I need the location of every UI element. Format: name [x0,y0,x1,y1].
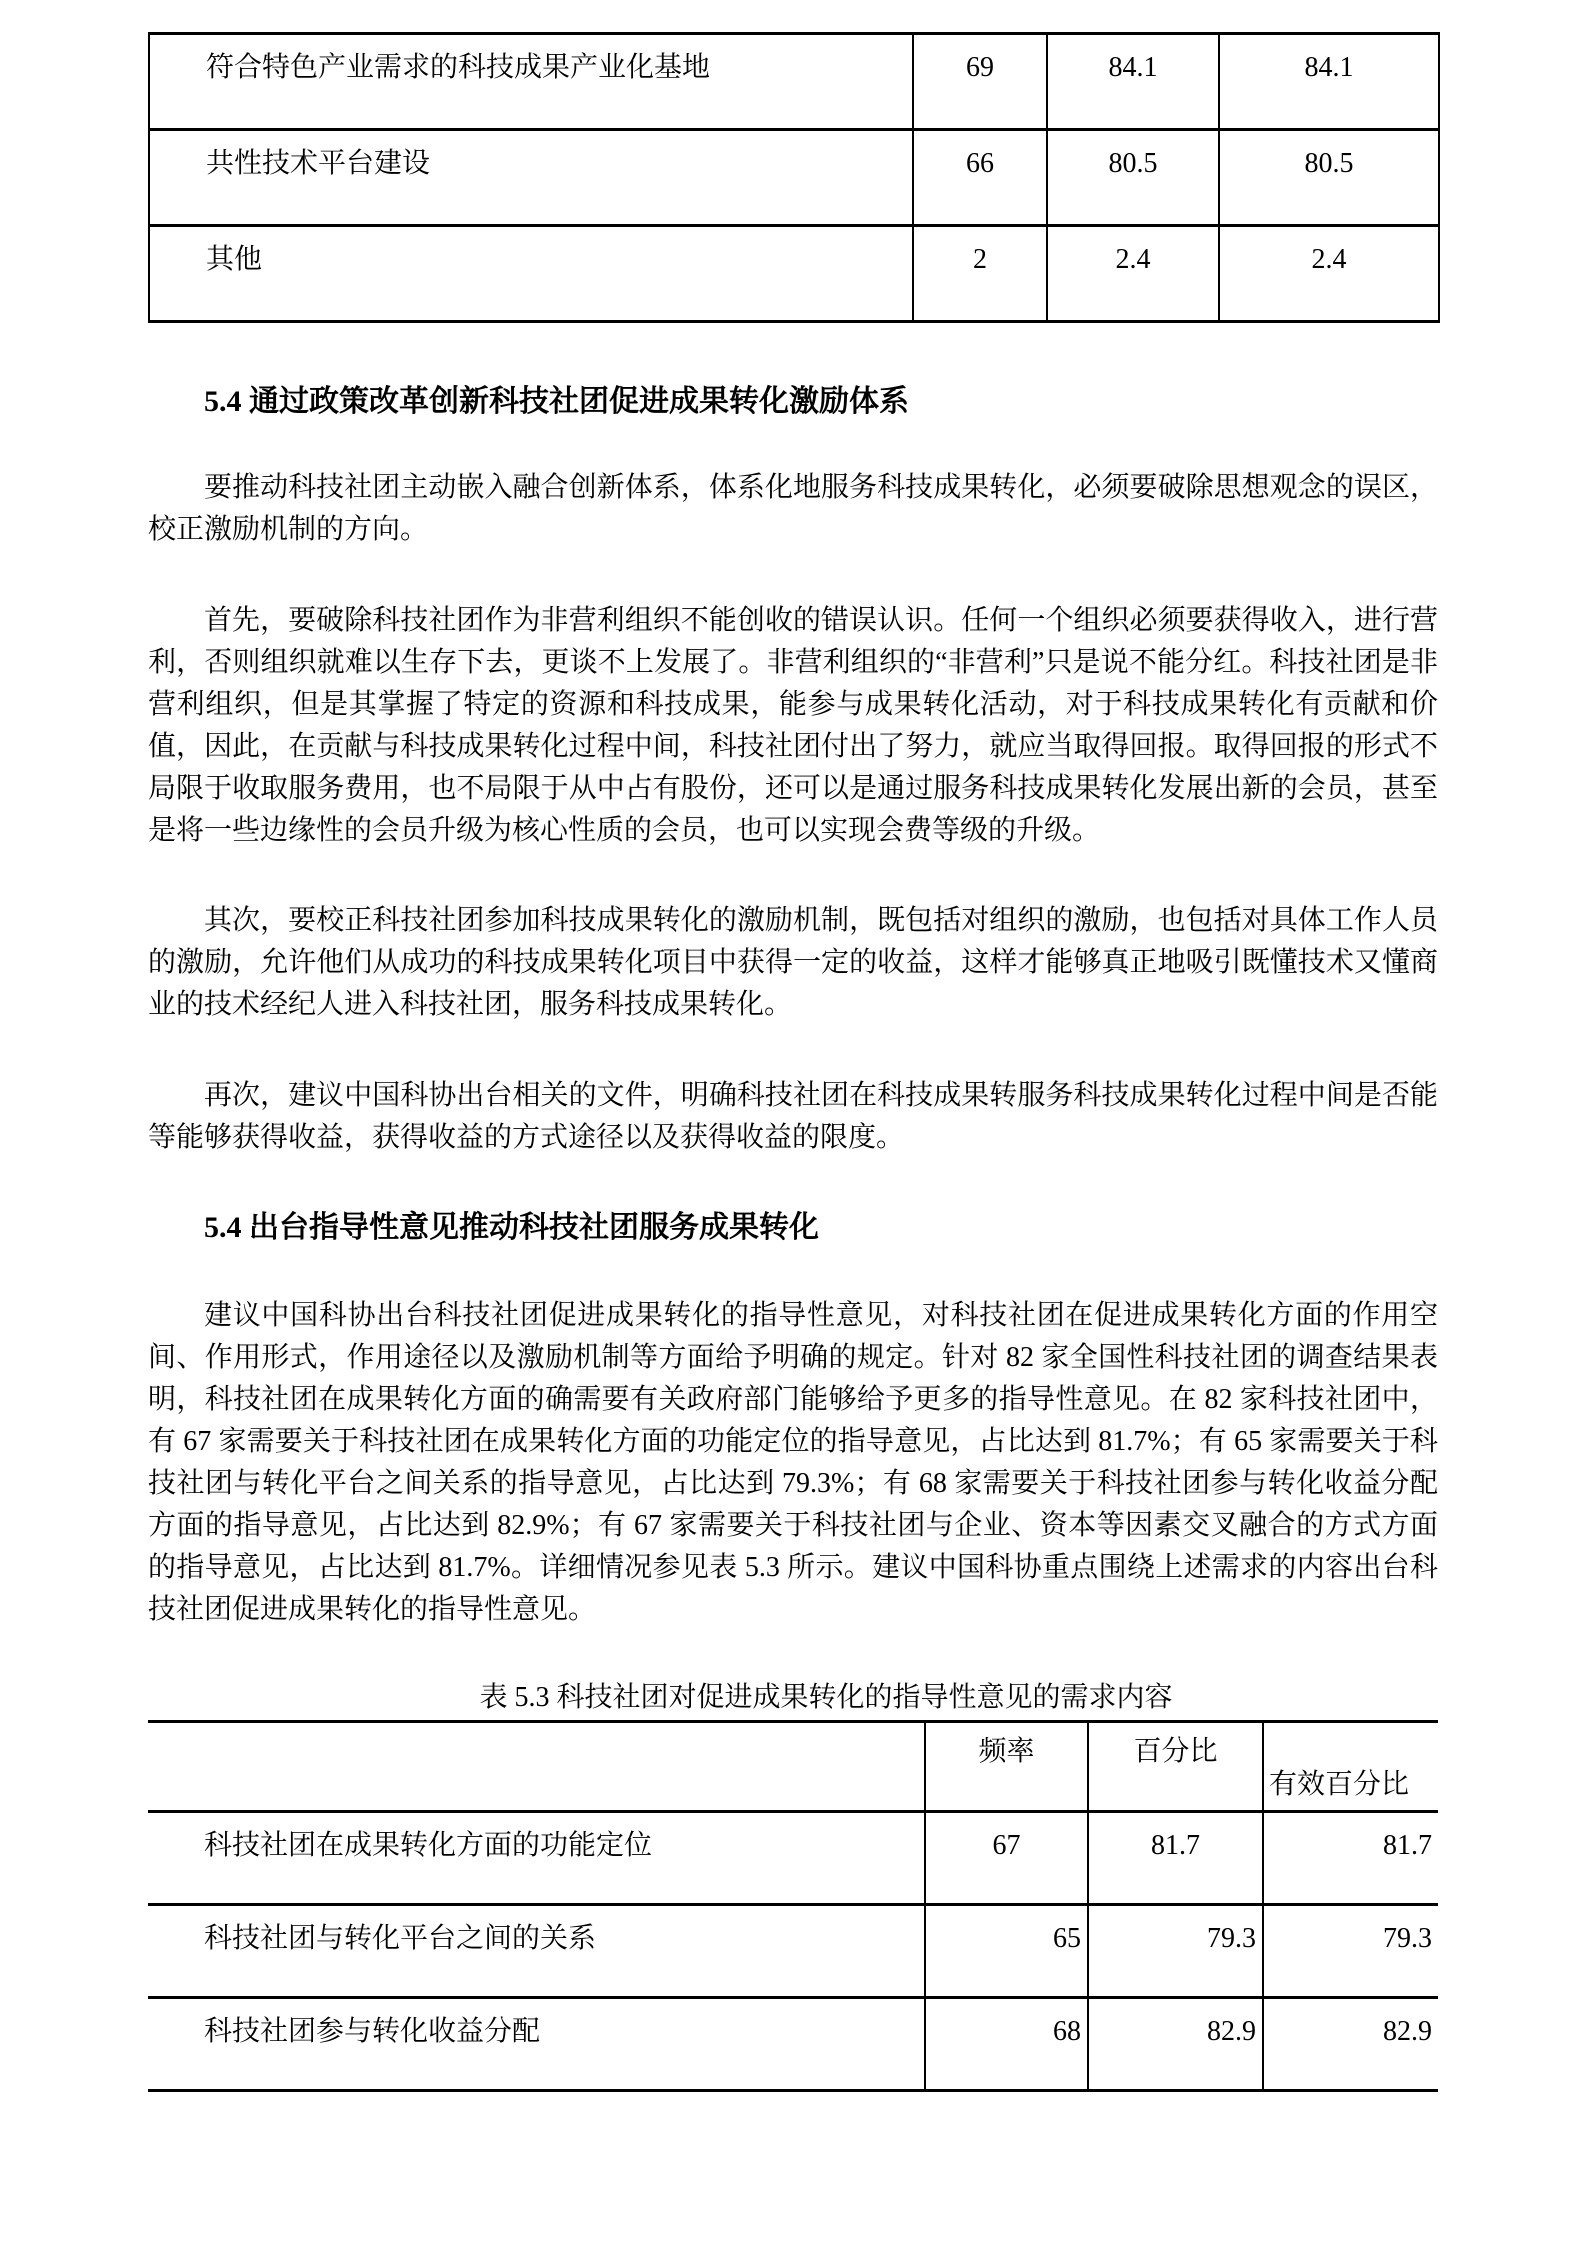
header-valid-percent: 有效百分比 [1263,1722,1438,1812]
frequency-value: 67 [925,1812,1088,1905]
frequency-value: 2 [913,226,1047,322]
header-percent: 百分比 [1088,1722,1263,1812]
valid-percent-value: 84.1 [1219,34,1439,130]
row-label: 科技社团在成果转化方面的功能定位 [148,1812,925,1905]
valid-percent-value: 81.7 [1263,1812,1438,1905]
row-label: 共性技术平台建设 [149,130,913,226]
valid-percent-value: 80.5 [1219,130,1439,226]
paragraph: 首先，要破除科技社团作为非营利组织不能创收的错误认识。任何一个组织必须要获得收入，进行营利，否则组织就难以生存下去，更谈不上发展了。非营利组织的“非营利”只是说不能分红。科技社团是非营利组织，但是其掌握了特定的资源和科技成果，能参与成果转化活动，对于科技成果转化有贡献和价值，因此，在贡献与科技成果转化过程中间，科技社团付出了努力，就应当取得回报。取得回报的形式不局限于收取服务费用，也不局限于从中占有股份，还可以是通过服务科技成果转化发展出新的会员，甚至是将一些边缘性的会员升级为核心性质的会员，也可以实现会费等级的升级。 [148,605,1438,846]
table-row [149,34,1439,130]
percent-value: 82.9 [1088,1998,1263,2091]
percent-value: 79.3 [1088,1905,1263,1998]
valid-percent-value: 82.9 [1263,1998,1438,2091]
frequency-value: 69 [913,34,1047,130]
percent-value: 84.1 [1047,34,1219,130]
row-label: 科技社团与转化平台之间的关系 [148,1905,925,1998]
table-row [149,130,1439,226]
percent-value: 80.5 [1047,130,1219,226]
valid-percent-value: 2.4 [1219,226,1439,322]
table-row [149,226,1439,322]
paragraph: 其次，要校正科技社团参加科技成果转化的激励机制，既包括对组织的激励，也包括对具体工作人员的激励，允许他们从成功的科技成果转化项目中获得一定的收益，这样才能够真正地吸引既懂技术又懂商业的技术经纪人进入科技社团，服务科技成果转化。 [148,905,1438,1020]
percent-value: 2.4 [1047,226,1219,322]
header-frequency: 频率 [925,1722,1088,1812]
row-label: 科技社团参与转化收益分配 [148,1998,925,2091]
paragraph: 建议中国科协出台科技社团促进成果转化的指导性意见，对科技社团在促进成果转化方面的作用空间、作用形式，作用途径以及激励机制等方面给予明确的规定。针对 82 家全国性科技社团的调查结果表明，科技社团在成果转化方面的确需要有关政府部门能够给予更多的指导性意见。在 82 家科技社团中，有 67 家需要关于科技社团在成果转化方面的功能定位的指导意见，占比达到 81.7%；有 65 家需要关于科技社团与转化平台之间关系的指导意见，占比达到 79.3%；有 68 家需要关于科技社团参与转化收益分配方面的指导意见，占比达到 82.9%；有 67 家需要关于科技社团与企业、资本等因素交叉融合的方式方面的指导意见，占比达到 81.7%。详细情况参见表 5.3 所示。建议中国科协重点围绕上述需求的内容出台科技社团促进成果转化的指导性意见。 [148,1300,1438,1625]
percent-value: 81.7 [1088,1812,1263,1905]
table-row [148,1905,1438,1998]
frequency-value: 66 [913,130,1047,226]
paragraph: 再次，建议中国科协出台相关的文件，明确科技社团在科技成果转服务科技成果转化过程中间是否能等能够获得收益，获得收益的方式途径以及获得收益的限度。 [148,1080,1438,1153]
frequency-value: 65 [925,1905,1088,1998]
row-label: 符合特色产业需求的科技成果产业化基地 [149,34,913,130]
row-label: 其他 [149,226,913,322]
table-header-row [148,1722,1438,1812]
table-row [148,1812,1438,1905]
table-row [148,1998,1438,2091]
table-caption: 表 5.3 科技社团对促进成果转化的指导性意见的需求内容 [479,1682,1173,1713]
paragraph: 要推动科技社团主动嵌入融合创新体系，体系化地服务科技成果转化，必须要破除思想观念的误区，校正激励机制的方向。 [148,472,1438,545]
header-empty [148,1722,925,1812]
section-heading-incentive: 5.4 通过政策改革创新科技社团促进成果转化激励体系 [204,385,909,418]
continued-stats-table [148,32,1440,323]
valid-percent-value: 79.3 [1263,1905,1438,1998]
frequency-value: 68 [925,1998,1088,2091]
section-heading-guidance: 5.4 出台指导性意见推动科技社团服务成果转化 [204,1211,819,1244]
needs-table-5-3 [148,1720,1438,2092]
